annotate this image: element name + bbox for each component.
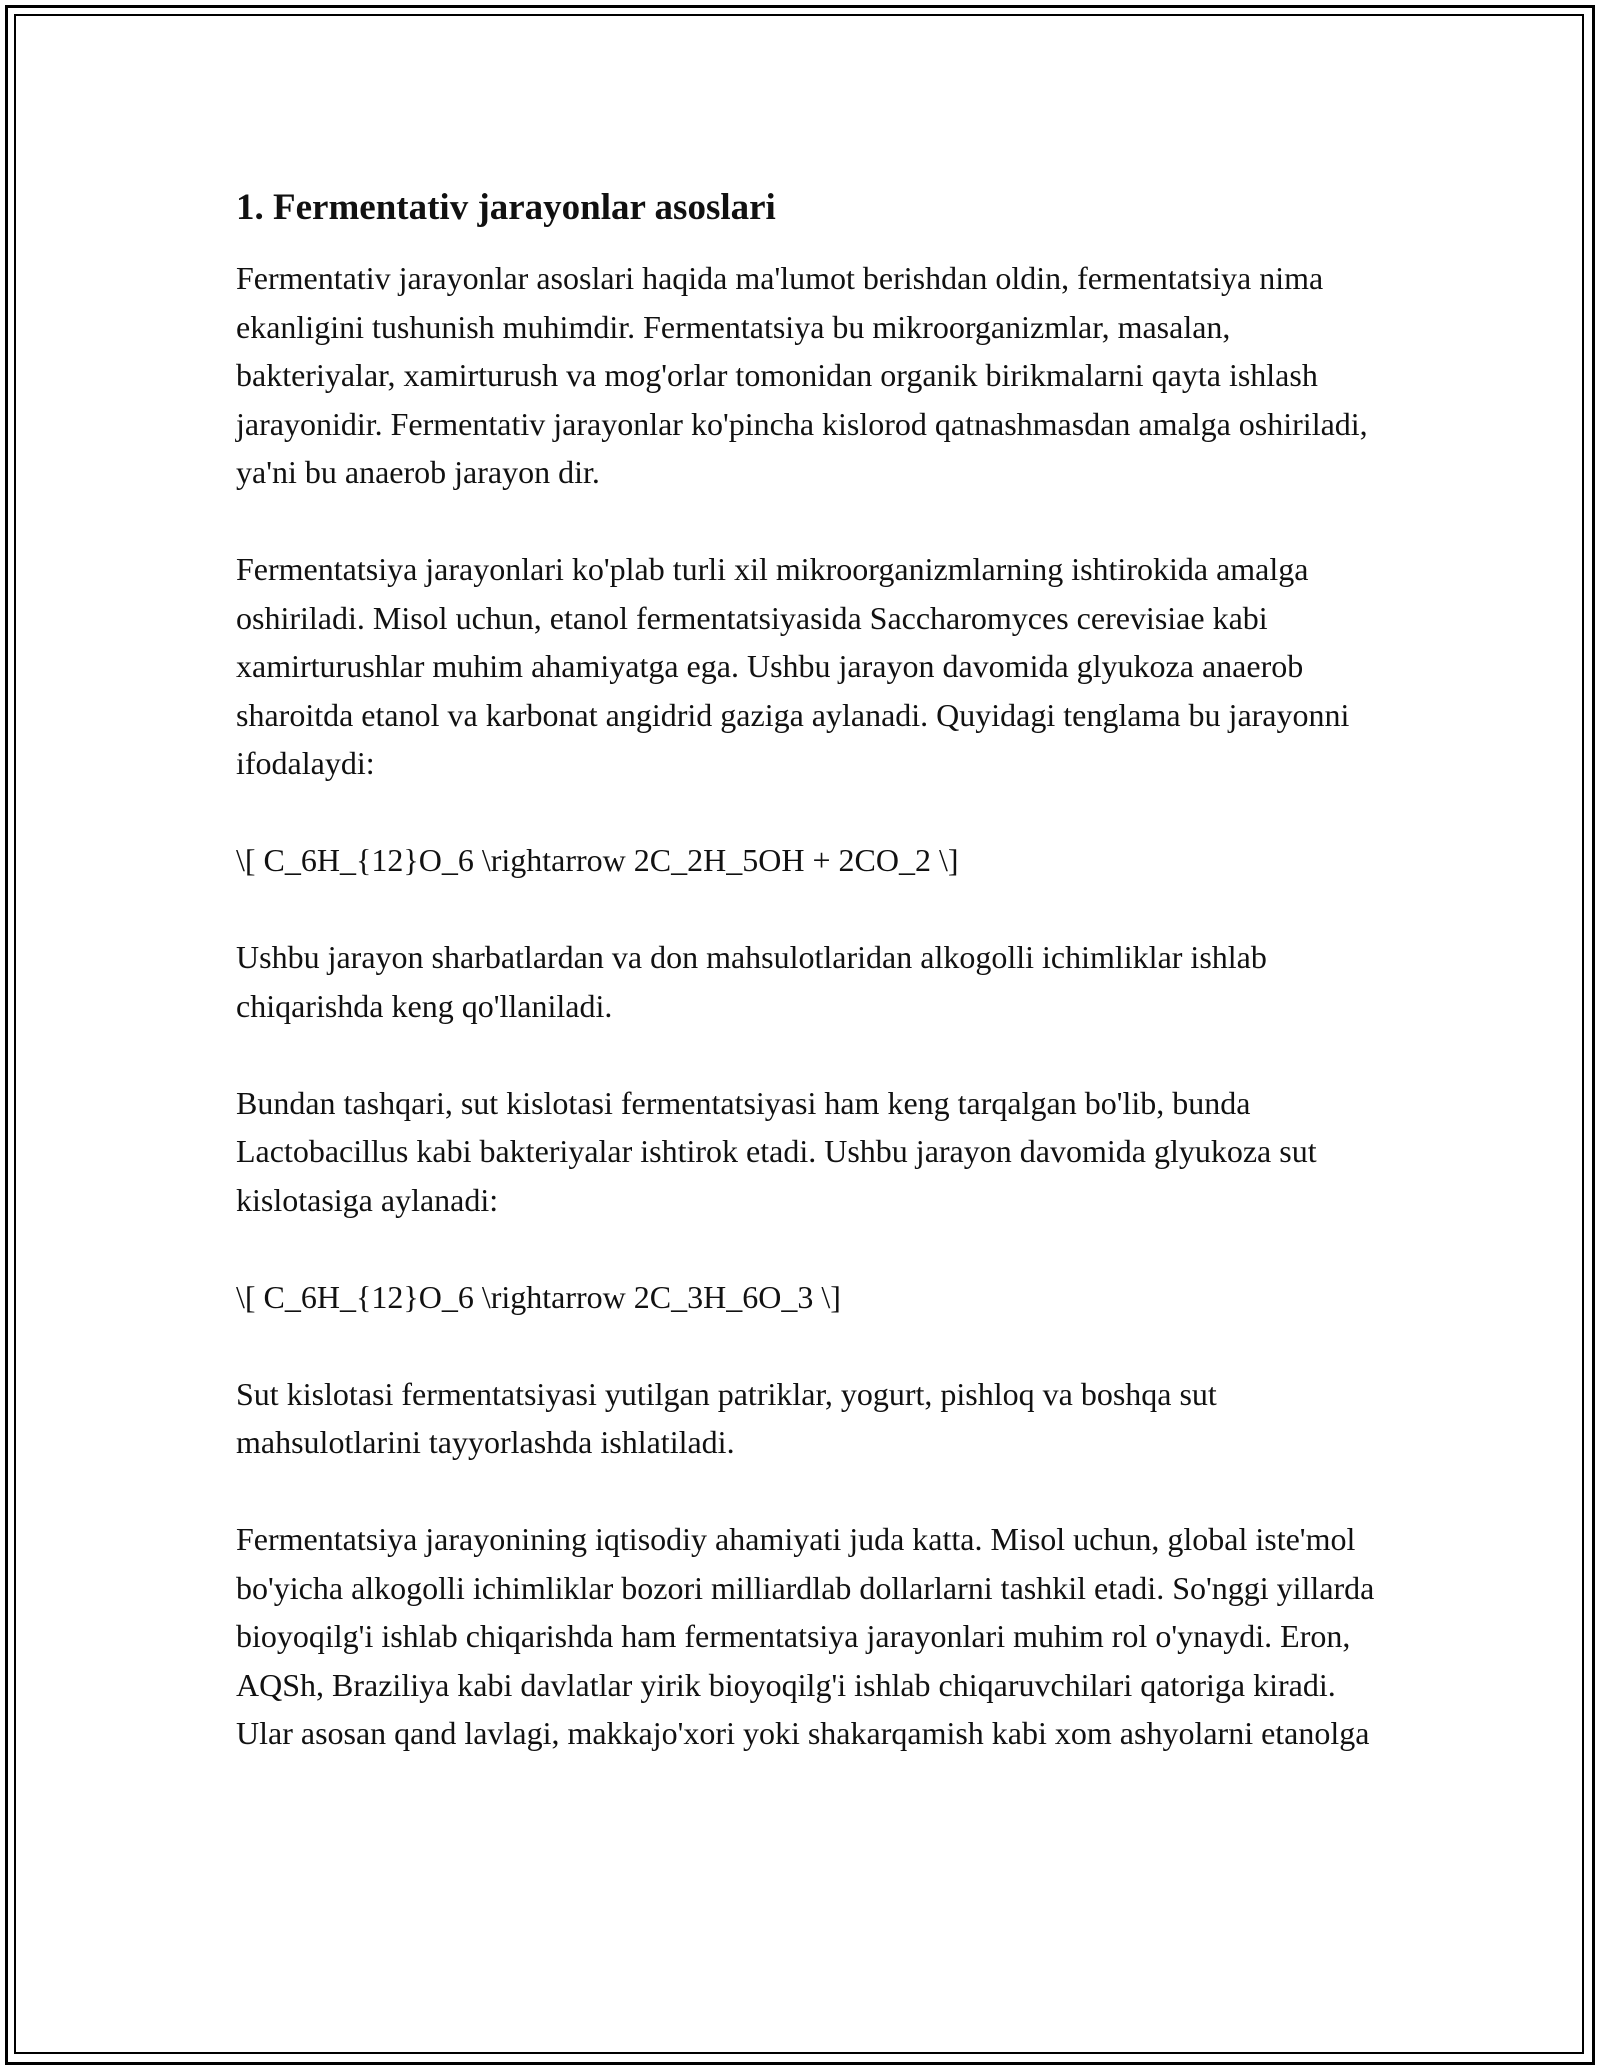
section-heading: 1. Fermentativ jarayonlar asoslari bbox=[236, 187, 776, 228]
paragraph-intro: Fermentativ jarayonlar asoslari haqida ma'lumot berishdan oldin, fermentatsiya nima ekanligini tushunish muhimdir. Fermentatsiya bu mikroorganizmlar, masalan, bakteriyalar, xamirturush va mog'orlar tomonidan organik birikmalarni qayta ishlash jarayonidir. Fermentativ jarayonlar ko'pincha kislorod qatnashmasdan amalga oshiriladi, ya'ni bu anaerob jarayon dir. bbox=[236, 260, 1368, 490]
equation-lactic-acid: \[ C_6H_{12}O_6 \rightarrow 2C_3H_6O_3 \] bbox=[236, 1278, 841, 1315]
paragraph-ethanol-usage: Ushbu jarayon sharbatlardan va don mahsulotlaridan alkogolli ichimliklar ishlab chiqarishda keng qo'llaniladi. bbox=[236, 939, 1267, 1024]
document-body bbox=[236, 184, 1376, 1758]
paragraph-economic-importance: Fermentatsiya jarayonining iqtisodiy ahamiyati juda katta. Misol uchun, global iste'mol bo'yicha alkogolli ichimliklar bozori milliardlab dollarlarni tashkil etadi. So'nggi yillarda bioyoqilg'i ishlab chiqarishda ham fermentatsiya jarayonlari muhim rol o'ynaydi. Eron, AQSh, Braziliya kabi davlatlar yirik bioyoqilg'i ishlab chiqaruvchilari qatoriga kiradi. Ular asosan qand lavlagi, makkajo'xori yoki shakarqamish kabi xom ashyolarni etanolga bbox=[236, 1521, 1375, 1751]
paragraph-lactic-usage: Sut kislotasi fermentatsiyasi yutilgan patriklar, yogurt, pishloq va boshqa sut mahsulotlarini tayyorlashda ishlatiladi. bbox=[236, 1375, 1217, 1460]
paragraph-lactic-fermentation: Bundan tashqari, sut kislotasi fermentatsiyasi ham keng tarqalgan bo'lib, bunda Lactobacillus kabi bakteriyalar ishtirok etadi. Ushbu jarayon davomida glyukoza sut kislotasiga aylanadi: bbox=[236, 1084, 1317, 1218]
paragraph-ethanol-fermentation: Fermentatsiya jarayonlari ko'plab turli xil mikroorganizmlarning ishtirokida amalga oshiriladi. Misol uchun, etanol fermentatsiyasida Saccharomyces cerevisiae kabi xamirturushlar muhim ahamiyatga ega. Ushbu jarayon davomida glyukoza anaerob sharoitda etanol va karbonat angidrid gaziga aylanadi. Quyidagi tenglama bu jarayonni ifodalaydi: bbox=[236, 551, 1350, 781]
equation-ethanol: \[ C_6H_{12}O_6 \rightarrow 2C_2H_5OH + 2CO_2 \] bbox=[236, 842, 959, 878]
